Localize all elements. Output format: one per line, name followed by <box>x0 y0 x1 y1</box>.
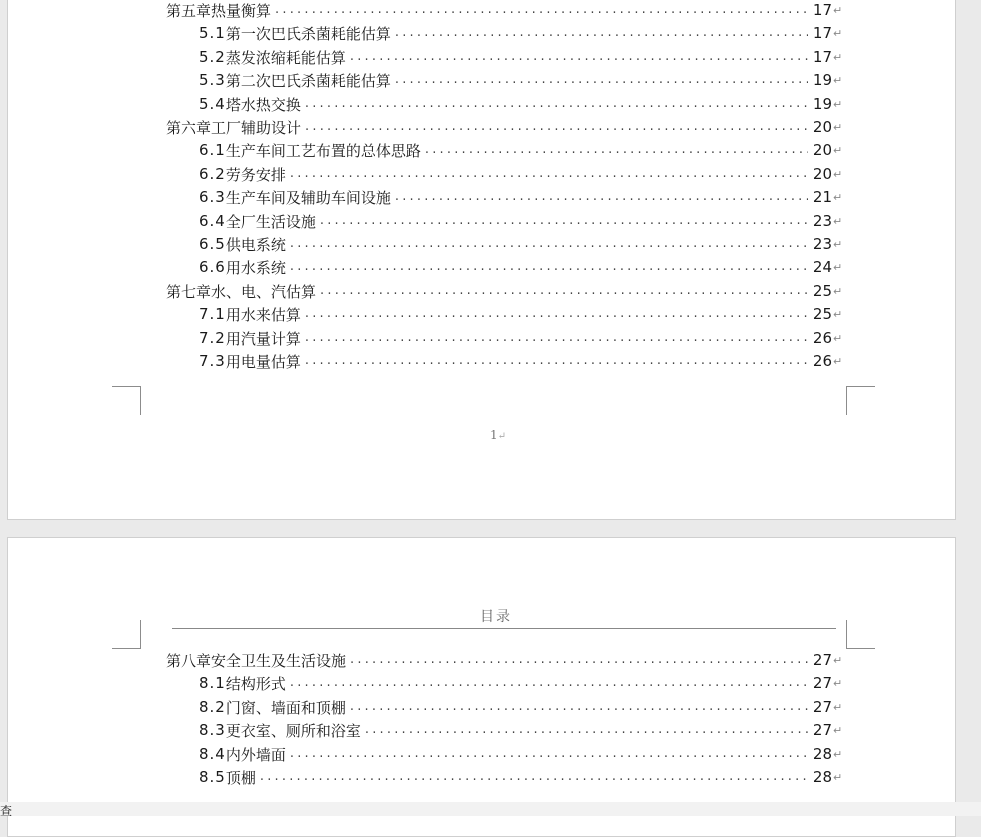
toc-entry-page: 17 <box>812 1 832 19</box>
toc-entry-page: 24 <box>812 258 832 276</box>
toc-entry-page: 28 <box>812 768 832 786</box>
toc-leader-dots <box>275 0 808 20</box>
toc-entry-chapter-5[interactable] <box>166 0 846 20</box>
toc-entry-title: 门窗、墙面和顶棚 <box>225 698 346 717</box>
toc-entry-number: 7.3 <box>199 352 226 370</box>
toc-entry-section-8-5[interactable] <box>166 767 846 787</box>
toc-leader-dots <box>320 211 808 231</box>
toc-entry-title: 更衣室、厕所和浴室 <box>225 721 361 740</box>
margin-corner-mark <box>112 620 141 649</box>
toc-entry-number: 第七章 <box>166 282 212 301</box>
toc-entry-title: 内外墙面 <box>225 745 286 764</box>
paragraph-mark-icon: ↵ <box>833 653 843 667</box>
paragraph-mark-icon: ↵ <box>833 307 843 321</box>
toc-entry-section-6-5[interactable] <box>166 234 846 254</box>
paragraph-mark-icon: ↵ <box>833 50 843 64</box>
toc-entry-number: 6.1 <box>199 141 226 159</box>
toc-leader-dots <box>395 187 808 207</box>
paragraph-mark-icon: ↵ <box>833 747 843 761</box>
toc-leader-dots <box>395 70 808 90</box>
toc-leader-dots <box>260 767 808 787</box>
toc-entry-page: 17 <box>812 48 832 66</box>
toc-entry-title: 水、电、汽估算 <box>211 282 317 301</box>
toc-entry-title: 顶棚 <box>225 768 256 787</box>
toc-entry-number: 第八章 <box>166 651 212 670</box>
paragraph-mark-icon: ↵ <box>833 167 843 181</box>
toc-entry-number: 7.2 <box>199 329 226 347</box>
toc-leader-dots <box>350 650 808 670</box>
toc-entry-title: 结构形式 <box>225 674 286 693</box>
margin-corner-mark <box>846 386 875 415</box>
toc-entry-title: 生产车间工艺布置的总体思路 <box>225 141 421 160</box>
toc-entry-number: 6.5 <box>199 235 226 253</box>
toc-entry-section-7-3[interactable] <box>166 351 846 371</box>
paragraph-mark-icon: ↵ <box>833 3 843 17</box>
toc-entry-section-6-4[interactable] <box>166 211 846 231</box>
margin-corner-mark <box>846 620 875 649</box>
toc-entry-number: 5.3 <box>199 71 226 89</box>
toc-entry-page: 23 <box>812 235 832 253</box>
toc-leader-dots <box>305 351 808 371</box>
toc-leader-dots <box>305 94 808 114</box>
toc-entry-title: 工厂辅助设计 <box>211 118 302 137</box>
toc-entry-page: 19 <box>812 95 832 113</box>
paragraph-mark-icon: ↵ <box>833 120 843 134</box>
status-bar <box>0 802 981 816</box>
toc-entry-section-6-1[interactable] <box>166 140 846 160</box>
paragraph-mark-icon: ↵ <box>833 26 843 40</box>
toc-entry-section-6-3[interactable] <box>166 187 846 207</box>
toc-entry-page: 26 <box>812 352 832 370</box>
toc-entry-page: 20 <box>812 118 832 136</box>
paragraph-mark-icon: ↵ <box>833 97 843 111</box>
toc-entry-section-8-3[interactable] <box>166 720 846 740</box>
paragraph-mark-icon: ↵ <box>833 770 843 784</box>
toc-entry-page: 20 <box>812 141 832 159</box>
toc-entry-title: 供电系统 <box>225 235 286 254</box>
toc-leader-dots <box>350 697 808 717</box>
status-bar-text: 查 <box>0 804 13 818</box>
toc-entry-number: 6.6 <box>199 258 226 276</box>
toc-entry-number: 8.1 <box>199 674 226 692</box>
toc-leader-dots <box>290 673 808 693</box>
toc-entry-section-5-3[interactable] <box>166 70 846 90</box>
toc-entry-number: 第六章 <box>166 118 212 137</box>
header-rule <box>172 628 836 629</box>
toc-entry-number: 5.2 <box>199 48 226 66</box>
paragraph-mark-icon: ↵ <box>833 676 843 690</box>
toc-entry-section-7-2[interactable] <box>166 328 846 348</box>
toc-entry-title: 全厂生活设施 <box>225 212 316 231</box>
toc-leader-dots <box>395 23 808 43</box>
toc-entry-title: 蒸发浓缩耗能估算 <box>225 48 346 67</box>
footer-page-number <box>490 428 506 442</box>
toc-entry-page: 23 <box>812 212 832 230</box>
toc-entry-page: 19 <box>812 71 832 89</box>
toc-entry-number: 8.3 <box>199 721 226 739</box>
toc-entry-page: 27 <box>812 698 832 716</box>
toc-entry-number: 5.1 <box>199 24 226 42</box>
paragraph-mark-icon: ↵ <box>833 284 843 298</box>
toc-entry-page: 20 <box>812 165 832 183</box>
toc-entry-section-7-1[interactable] <box>166 304 846 324</box>
toc-leader-dots <box>305 304 808 324</box>
page-number-value: 1 <box>490 428 498 442</box>
toc-entry-section-6-2[interactable] <box>166 164 846 184</box>
toc-entry-title: 安全卫生及生活设施 <box>211 651 347 670</box>
toc-leader-dots <box>290 257 808 277</box>
toc-entry-title: 第一次巴氏杀菌耗能估算 <box>225 24 391 43</box>
toc-entry-number: 第五章 <box>166 1 212 20</box>
toc-entry-section-8-2[interactable] <box>166 697 846 717</box>
toc-entry-title: 劳务安排 <box>225 165 286 184</box>
toc-entry-page: 27 <box>812 721 832 739</box>
toc-entry-title: 用水来估算 <box>225 305 301 324</box>
toc-entry-chapter-6[interactable] <box>166 117 846 137</box>
toc-entry-page: 21 <box>812 188 832 206</box>
paragraph-mark-icon: ↵ <box>833 331 843 345</box>
toc-entry-number: 6.3 <box>199 188 226 206</box>
toc-entry-page: 28 <box>812 745 832 763</box>
toc-entry-section-5-1[interactable] <box>166 23 846 43</box>
paragraph-mark-icon: ↵ <box>833 190 843 204</box>
toc-leader-dots <box>350 47 808 67</box>
toc-entry-number: 7.1 <box>199 305 226 323</box>
toc-entry-title: 热量衡算 <box>211 1 272 20</box>
margin-corner-mark <box>112 386 141 415</box>
toc-leader-dots <box>305 328 808 348</box>
toc-entry-section-5-4[interactable] <box>166 94 846 114</box>
toc-leader-dots <box>305 117 808 137</box>
toc-entry-page: 17 <box>812 24 832 42</box>
toc-entry-number: 8.4 <box>199 745 226 763</box>
toc-entry-section-5-2[interactable] <box>166 47 846 67</box>
paragraph-mark-icon: ↵ <box>833 700 843 714</box>
paragraph-mark-icon: ↵ <box>497 431 507 442</box>
toc-entry-title: 第二次巴氏杀菌耗能估算 <box>225 71 391 90</box>
toc-entry-page: 25 <box>812 305 832 323</box>
toc-entry-number: 5.4 <box>199 95 226 113</box>
paragraph-mark-icon: ↵ <box>833 73 843 87</box>
paragraph-mark-icon: ↵ <box>833 237 843 251</box>
paragraph-mark-icon: ↵ <box>833 723 843 737</box>
toc-entry-title: 生产车间及辅助车间设施 <box>225 188 391 207</box>
toc-entry-section-6-6[interactable] <box>166 257 846 277</box>
toc-entry-chapter-7[interactable] <box>166 281 846 301</box>
toc-entry-section-8-1[interactable] <box>166 673 846 693</box>
toc-entry-title: 用汽量计算 <box>225 329 301 348</box>
toc-leader-dots <box>320 281 808 301</box>
toc-entry-number: 6.2 <box>199 165 226 183</box>
toc-leader-dots <box>365 720 808 740</box>
toc-entry-page: 27 <box>812 674 832 692</box>
paragraph-mark-icon: ↵ <box>833 260 843 274</box>
toc-entry-number: 8.5 <box>199 768 226 786</box>
toc-entry-title: 用电量估算 <box>225 352 301 371</box>
toc-entry-section-8-4[interactable] <box>166 744 846 764</box>
toc-entry-page: 25 <box>812 282 832 300</box>
toc-entry-page: 26 <box>812 329 832 347</box>
paragraph-mark-icon: ↵ <box>833 354 843 368</box>
toc-leader-dots <box>425 140 808 160</box>
toc-entry-number: 8.2 <box>199 698 226 716</box>
toc-leader-dots <box>290 234 808 254</box>
paragraph-mark-icon: ↵ <box>833 143 843 157</box>
toc-entry-page: 27 <box>812 651 832 669</box>
paragraph-mark-icon: ↵ <box>833 214 843 228</box>
toc-leader-dots <box>290 744 808 764</box>
page-header-title: 目录 <box>480 609 512 625</box>
toc-entry-title: 用水系统 <box>225 258 286 277</box>
toc-entry-title: 塔水热交换 <box>225 95 301 114</box>
toc-entry-chapter-8[interactable] <box>166 650 846 670</box>
toc-leader-dots <box>290 164 808 184</box>
toc-entry-number: 6.4 <box>199 212 226 230</box>
